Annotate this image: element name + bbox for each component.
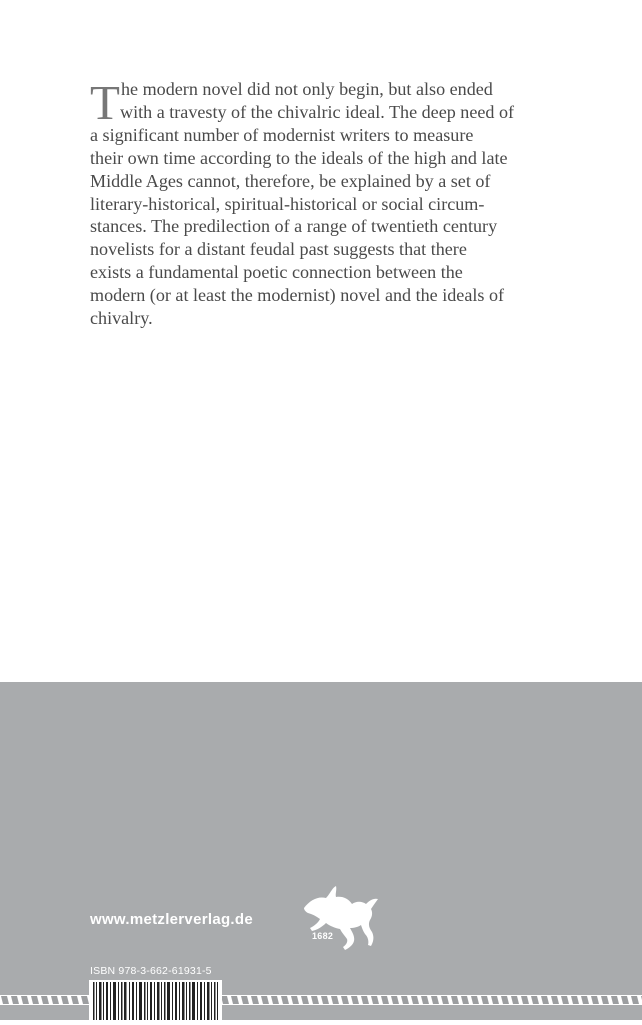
barcode: [89, 980, 222, 1020]
drop-cap: T: [90, 75, 120, 130]
blurb-line: he modern novel did not only begin, but also ended: [121, 79, 493, 99]
logo-year: 1682: [312, 931, 334, 941]
blurb-line: exists a fundamental poetic connection between the: [90, 262, 463, 283]
blurb-line: literary-historical, spiritual-historical or social circum-: [90, 193, 485, 214]
isbn-number: ISBN 978-3-662-61931-5: [90, 965, 212, 977]
blurb-line: stances. The predilection of a range of twentieth century: [90, 216, 498, 237]
publisher-website-link[interactable]: www.metzlerverlag.de: [90, 911, 254, 928]
blurb-line: with a travesty of the chivalric ideal. The deep need of: [120, 101, 515, 122]
blurb-line: their own time according to the ideals of the high and late: [90, 147, 508, 168]
leaping-horse-icon: [302, 884, 380, 954]
blurb-line: novelists for a distant feudal past suggests that there: [90, 239, 467, 260]
blurb-line: a significant number of modernist writers to measure: [90, 124, 474, 145]
blurb-line: chivalry.: [90, 308, 153, 329]
blurb-line: Middle Ages cannot, therefore, be explained by a set of: [90, 170, 491, 191]
blurb-text: [90, 75, 542, 330]
blurb-line: modern (or at least the modernist) novel and the ideals of: [90, 285, 505, 306]
barcode-graphic: [89, 980, 222, 1020]
